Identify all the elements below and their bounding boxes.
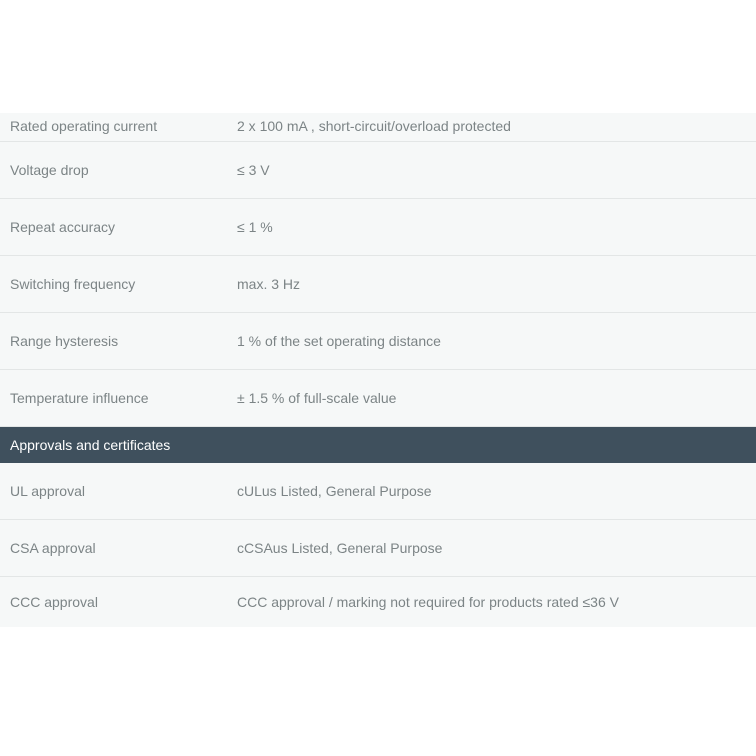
spec-value: ± 1.5 % of full-scale value xyxy=(237,390,397,406)
section-header-approvals: Approvals and certificates xyxy=(0,427,756,463)
spec-label: Temperature influence xyxy=(10,390,149,406)
spec-row-voltage-drop xyxy=(0,142,756,199)
spec-value: cULus Listed, General Purpose xyxy=(237,483,432,499)
spec-row-switching-frequency xyxy=(0,256,756,313)
spec-value: max. 3 Hz xyxy=(237,276,301,292)
spec-value: ≤ 1 % xyxy=(237,219,273,235)
spec-label: CSA approval xyxy=(10,540,96,556)
spec-row-range-hysteresis xyxy=(0,313,756,370)
spec-label: Repeat accuracy xyxy=(10,219,116,235)
spec-label: CCC approval xyxy=(10,594,98,610)
spec-label: UL approval xyxy=(10,483,85,499)
spec-row-ccc-approval xyxy=(0,577,756,627)
spec-row-rated-operating-current xyxy=(0,113,756,142)
spec-table xyxy=(0,113,756,627)
spec-row-repeat-accuracy xyxy=(0,199,756,256)
spec-row-temperature-influence xyxy=(0,370,756,427)
spec-label: Voltage drop xyxy=(10,162,89,178)
spec-label: Range hysteresis xyxy=(10,333,119,349)
spec-value: cCSAus Listed, General Purpose xyxy=(237,540,443,556)
spec-row-csa-approval xyxy=(0,520,756,577)
spec-label: Rated operating current xyxy=(10,118,158,134)
spec-value: ≤ 3 V xyxy=(237,162,270,178)
spec-row-ul-approval xyxy=(0,463,756,520)
spec-label: Switching frequency xyxy=(10,276,136,292)
spec-value: 2 x 100 mA , short-circuit/overload protected xyxy=(237,118,511,134)
spec-value: 1 % of the set operating distance xyxy=(237,333,441,349)
spec-value: CCC approval / marking not required for products rated ≤36 V xyxy=(237,594,619,610)
